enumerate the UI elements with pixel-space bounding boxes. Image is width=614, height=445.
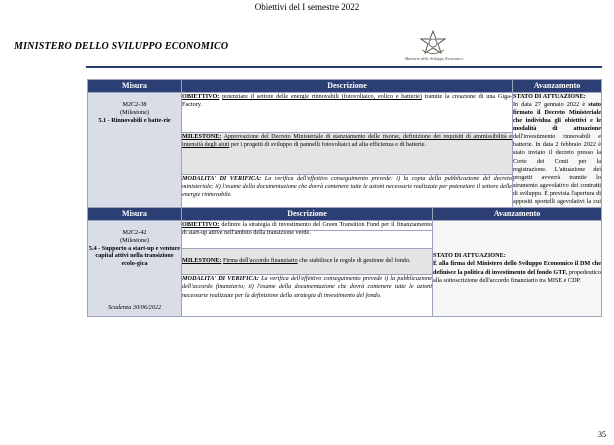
stato-attuazione-cell: STATO DI ATTUAZIONE: È alla firma del Ministero dello Sviluppo Economico il DM che definisce la politica di investimento del fondo GTF, propedeutico alla sottoscrizione dell'accordo finanziario tra MISE e CDP. <box>433 221 602 317</box>
header-rule <box>86 66 602 68</box>
col-header-descrizione: Descrizione <box>182 208 433 221</box>
col-header-avanzamento: Avanzamento <box>513 80 602 93</box>
measure-code: M2C2-42 <box>122 229 147 236</box>
measure-code: M2C2-38 <box>122 101 147 108</box>
col-header-misura: Misura <box>88 208 182 221</box>
milestone-row: MILESTONE: Approvazione del Decreto Ministeriale di stanziamento delle risorse, definizione dei requisiti di ammissibilità e intensità degli aiuti per i progetti di sviluppo di pannelli fotovoltaici ad alta efficienza e di batterie. <box>182 133 513 175</box>
measure-type: (Milestone) <box>120 108 149 116</box>
milestone-row: MILESTONE: Firma dell'accordo finanziario che stabilisce le regole di gestione del fondo. <box>182 249 433 275</box>
italian-emblem-icon <box>419 30 447 56</box>
measure-deadline: Scadenza 30/06/2022 <box>107 304 162 312</box>
page-header: Obiettivi del I semestre 2022 <box>254 2 360 12</box>
page-number: 35 <box>598 430 606 439</box>
modalita-row: MODALITA' DI VERIFICA: La verifica dell'effettivo conseguimento prevede i) la pubblicazione dell'accordo finanziario; ii) l'esame della documentazione che dovrà contenere tutte le azioni necessarie realizzate per la definizione della strategia di investimento del fondo. <box>182 275 433 317</box>
col-header-avanzamento: Avanzamento <box>433 208 602 221</box>
obiettivo-row: OBIETTIVO: definire la strategia di investimento del Green Transition Fund per il finanziamento di start-up attive nell'ambito della transizione verde. <box>182 221 433 249</box>
measure-name: 5.4 - Supporto a start-up e venture capital attivi nella transizione ecolo-gica <box>88 244 181 267</box>
emblem-caption: Ministero dello Sviluppo Economico <box>404 56 464 61</box>
ministry-title: MINISTERO DELLO SVILUPPO ECONOMICO <box>14 41 229 52</box>
stato-attuazione-cell: STATO DI ATTUAZIONE: In data 27 gennaio 2022 è stato firmato il Decreto Ministeriale che individua gli obiettivi e le modalità di attuazione dell'investimento rinnovabili e batterie. In data 2 febbraio 2022 è stato inviato il decreto presso la Corte dei Conti per la registrazione. L'attuazione dei progetti avverrà tramite lo strumento agevolativo dei contratti di sviluppo. È prevista l'apertura di appositi sportelli agevolativi la cui <box>513 93 602 231</box>
obiettivo-row: OBIETTIVO: potenziare il settore delle energie rinnovabili (fotovoltaico, eolico e batterie) tramite la creazione di una Giga- Factory. <box>182 93 513 133</box>
measure-type: (Milestone) <box>120 236 149 244</box>
measure-cell <box>88 221 182 317</box>
col-header-misura: Misura <box>88 80 182 93</box>
measure-name: 5.1 - Rinnovabili e batte-rie <box>98 116 171 124</box>
col-header-descrizione: Descrizione <box>182 80 513 93</box>
modalita-row: MODALITA' DI VERIFICA: La verifica dell'effettivo conseguimento prevede: i) la copia della pubblicazione del decreto ministeriale; ii) l'esame della documentazione che dovrà contenere tutte le azioni necessarie realizzate per potenziare il settore delle energie rinnovabile. <box>182 174 513 230</box>
measure-table-2 <box>87 207 602 317</box>
